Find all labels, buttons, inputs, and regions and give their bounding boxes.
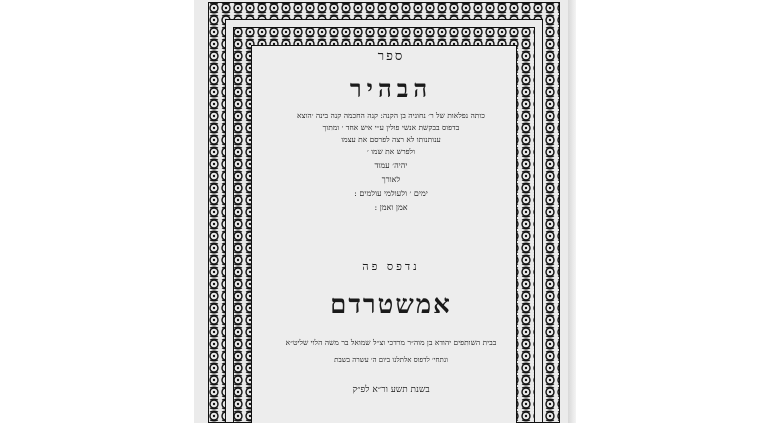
description-line-7: ימים ׳ ולעולמי עולמים :: [354, 190, 428, 198]
description-line-3: ענותנותו לא רצה לפרסם את עצמו: [341, 136, 441, 144]
printed-here: נדפס פה: [362, 260, 420, 273]
publisher-line-1: בבית השותפים יהודא בן מוה״ר מרדכי וצ״ל שמואל בר משה הלוי שליט״א: [285, 338, 497, 347]
page-edge: [568, 0, 576, 423]
description-line-5: יהיה׳ עמוד: [374, 162, 408, 170]
description-line-4: ולפרש את שמו ׳: [367, 148, 415, 156]
publisher-line-2: ונתחי׳ לדפוס אלתלנו ביום ה׳ עשרה בשבת: [334, 356, 448, 364]
description-line-6: לאורך: [381, 176, 401, 184]
book-label: ספר: [377, 49, 405, 64]
description-line-2: בדפוס בבקשת אנשי פולין ע״י איש אחד ׳ ומתוך: [322, 124, 460, 132]
title-page-text: [262, 38, 520, 423]
description-line-8: אמן ואמן :: [374, 204, 408, 212]
year-line: בשנת תשע ור״א לפ״ק: [352, 385, 430, 395]
book-title: הבהיר: [349, 74, 433, 103]
description-line-1: כותה נפלאות של ר׳ נחוניה בן הקנה: קנה החכמה קנה בינה ׳הוצא: [297, 112, 485, 120]
city-name: אמשטרדם: [330, 290, 452, 320]
